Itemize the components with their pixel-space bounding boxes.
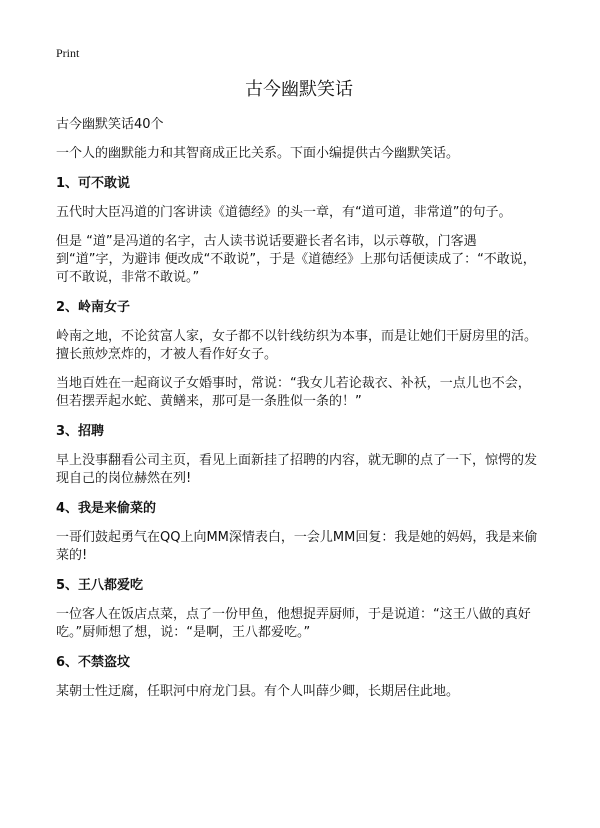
section-heading-4: 4、我是来偷菜的 bbox=[56, 501, 157, 516]
article-subtitle: 古今幽默笑话40个 bbox=[56, 117, 164, 132]
section-3-paragraph-1: 早上没事翻看公司主页，看见上面新挂了招聘的内容，就无聊的点了一下，惊愕的发现自己的岗位赫然在列! bbox=[56, 453, 538, 486]
section-6-paragraph-1: 某朝士性迂腐，任职河中府龙门县。有个人叫薛少卿，长期居住此地。 bbox=[56, 684, 460, 699]
section-4-paragraph-1: 一哥们鼓起勇气在QQ上向MM深情表白，一会儿MM回复：我是她的妈妈，我是来偷菜的! bbox=[56, 530, 538, 563]
section-heading-2: 2、岭南女子 bbox=[56, 300, 131, 315]
section-heading-6: 6、不禁盗坟 bbox=[56, 655, 131, 670]
section-2-paragraph-2: 当地百姓在一起商议子女婚事时，常说：“我女儿若论裁衣、补袄，一点儿也不会，但若摆弄起水蛇、黄鳝来，那可是一条胜似一条的！” bbox=[56, 376, 531, 409]
section-5-paragraph-1: 一位客人在饭店点菜，点了一份甲鱼，他想捉弄厨师，于是说道：“这王八做的真好吃。”厨师想了想，说：“是啊，王八都爱吃。” bbox=[56, 607, 531, 640]
section-1-paragraph-2: 但是 “道”是冯道的名字，古人读书说话要避长者名讳，以示尊敬，门客遇到“道”字，为避讳 便改成“不敢说”，于是《道德经》上那句话便读成了：“不敢说，可不敢说，非常不敢说。” bbox=[56, 234, 536, 285]
section-heading-5: 5、王八都爱吃 bbox=[56, 578, 144, 593]
section-1-paragraph-1: 五代时大臣冯道的门客讲读《道德经》的头一章，有“道可道，非常道”的句子。 bbox=[56, 205, 512, 220]
section-2-paragraph-1: 岭南之地，不论贫富人家，女子都不以针线纺织为本事，而是让她们干厨房里的活。擅长煎炒烹炸的，才被人看作好女子。 bbox=[56, 329, 538, 362]
section-heading-1: 1、可不敢说 bbox=[56, 176, 131, 191]
intro-paragraph: 一个人的幽默能力和其智商成正比关系。下面小编提供古今幽默笑话。 bbox=[56, 146, 460, 161]
print-link[interactable]: Print bbox=[56, 46, 80, 60]
section-heading-3: 3、招聘 bbox=[56, 424, 105, 439]
article-title: 古今幽默笑话 bbox=[245, 79, 353, 100]
